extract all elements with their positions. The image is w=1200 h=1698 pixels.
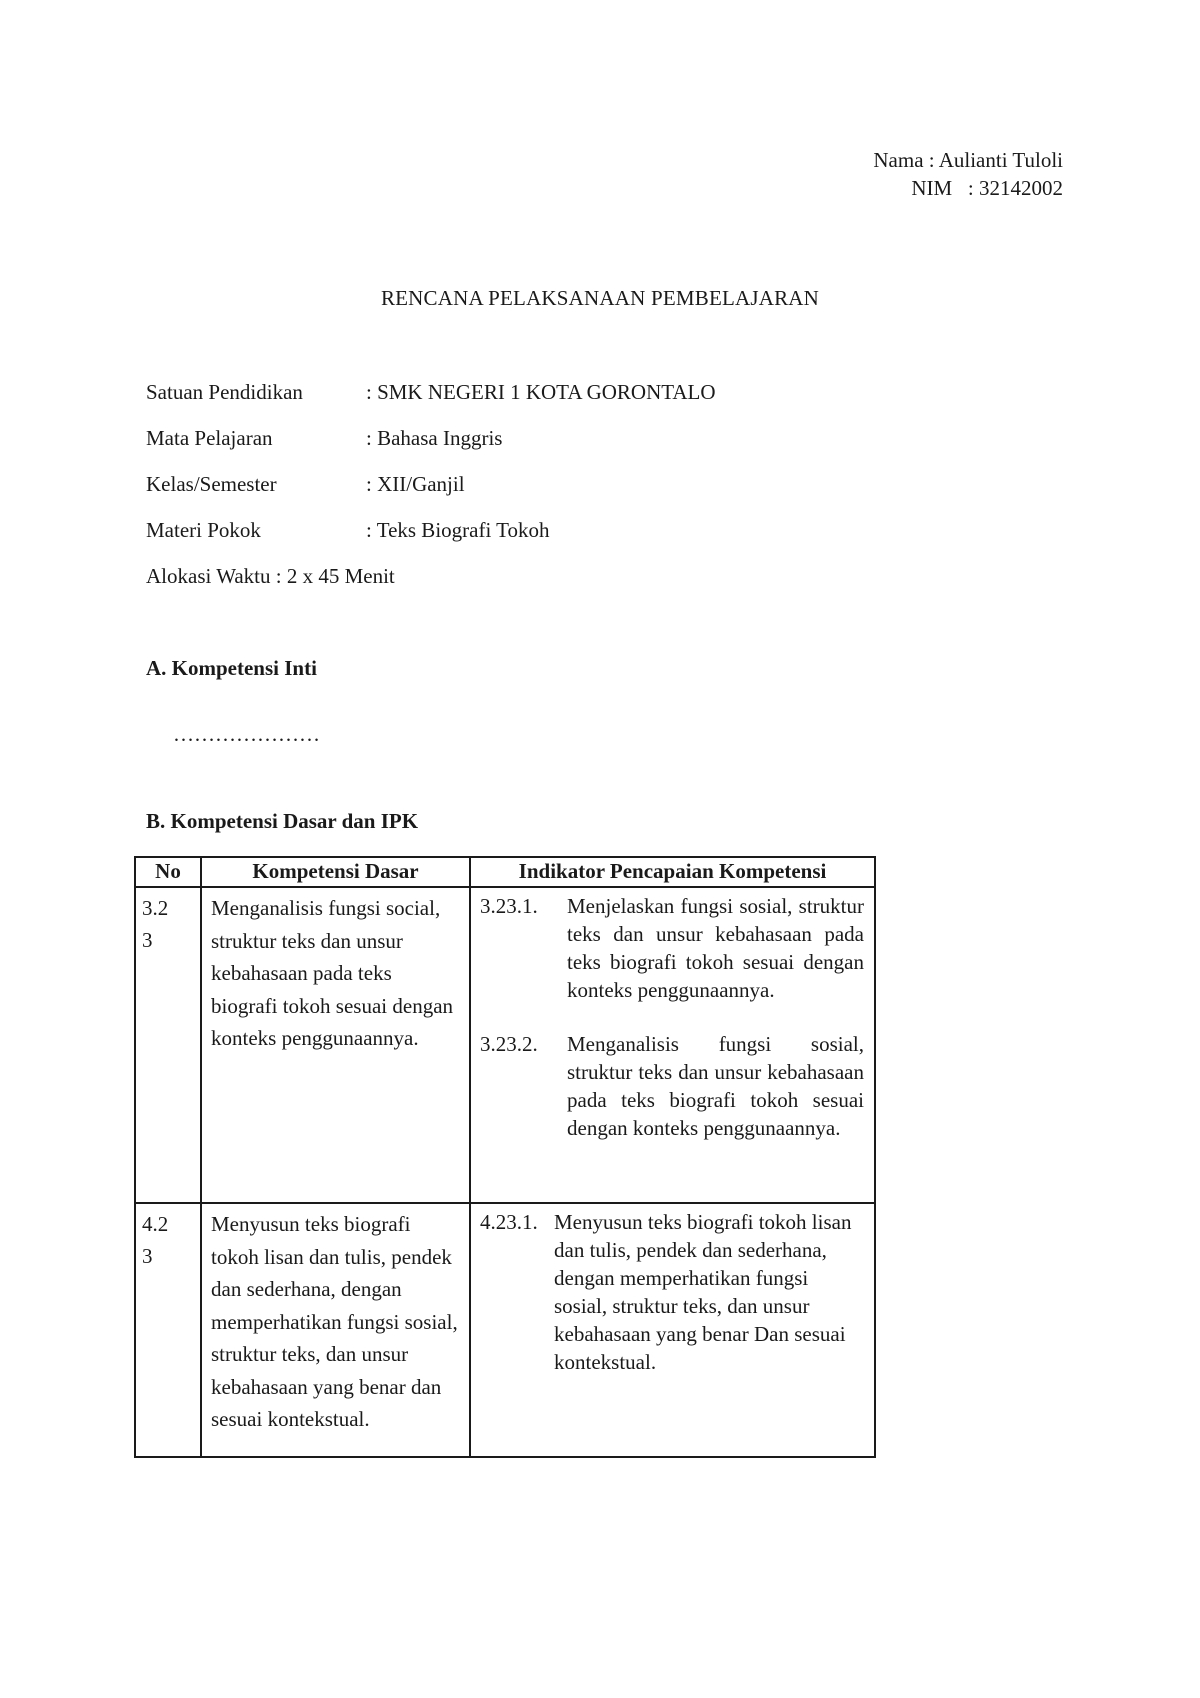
section-a-placeholder: ………………… xyxy=(173,722,320,746)
kompetensi-dasar-text: Menyusun teks biografi tokoh lisan dan tulis, pendek dan sederhana, dengan memperhatikan fungsi sosial, struktur teks, dan unsur kebahasaan yang benar dan sesuai kontekstual. xyxy=(201,1203,470,1457)
ipk-text: Menganalisis fungsi sosial, struktur teks dan unsur kebahasaan pada teks biografi tokoh sesuai dengan konteks penggunaannya. xyxy=(567,1032,864,1140)
satuan-value: : SMK NEGERI 1 KOTA GORONTALO xyxy=(366,380,716,404)
student-info xyxy=(873,146,1063,202)
student-nim: NIM : 32142002 xyxy=(911,176,1063,200)
mapel-value: : Bahasa Inggris xyxy=(366,426,503,450)
ipk-text: Menjelaskan fungsi sosial, struktur teks dan unsur kebahasaan pada teks biografi tokoh sesuai dengan konteks penggunaannya. xyxy=(567,894,864,1002)
mapel-label: Mata Pelajaran xyxy=(146,426,273,450)
ipk-number: 3.23.1. xyxy=(480,894,538,918)
kelas-label: Kelas/Semester xyxy=(146,472,277,496)
alokasi-waktu: Alokasi Waktu : 2 x 45 Menit xyxy=(146,564,395,588)
section-a-heading: A. Kompetensi Inti xyxy=(146,656,317,680)
ipk-item xyxy=(480,892,864,1004)
ipk-number: 4.23.1. xyxy=(480,1210,538,1234)
ipk-cell xyxy=(470,1203,875,1457)
kompetensi-dasar-text: Menganalisis fungsi social, struktur teks dan unsur kebahasaan pada teks biografi tokoh sesuai dengan konteks penggunaannya. xyxy=(201,887,470,1203)
materi-label: Materi Pokok xyxy=(146,518,261,542)
ipk-item xyxy=(480,1208,864,1376)
table-row xyxy=(135,887,875,1203)
header-no: No xyxy=(135,857,201,887)
kelas-value: : XII/Ganjil xyxy=(366,472,465,496)
header-kompetensi-dasar: Kompetensi Dasar xyxy=(201,857,470,887)
ipk-cell xyxy=(470,887,875,1203)
ipk-text: Menyusun teks biografi tokoh lisan dan tulis, pendek dan sederhana, dengan memperhatikan fungsi sosial, struktur teks, dan unsur kebahasaan yang benar Dan sesuai kontekstual. xyxy=(554,1210,852,1374)
ipk-number: 3.23.2. xyxy=(480,1032,538,1056)
row-number: 4.2 3 xyxy=(135,1203,201,1457)
student-name: Nama : Aulianti Tuloli xyxy=(873,148,1063,172)
header-ipk: Indikator Pencapaian Kompetensi xyxy=(470,857,875,887)
materi-value: : Teks Biografi Tokoh xyxy=(366,518,550,542)
row-number: 3.2 3 xyxy=(135,887,201,1203)
ipk-item xyxy=(480,1030,864,1142)
table-header-row xyxy=(135,857,875,887)
table-row xyxy=(135,1203,875,1457)
kd-ipk-table xyxy=(134,856,876,1458)
satuan-label: Satuan Pendidikan xyxy=(146,380,303,404)
document-title: RENCANA PELAKSANAAN PEMBELAJARAN xyxy=(380,286,820,310)
section-b-heading: B. Kompetensi Dasar dan IPK xyxy=(146,809,419,833)
